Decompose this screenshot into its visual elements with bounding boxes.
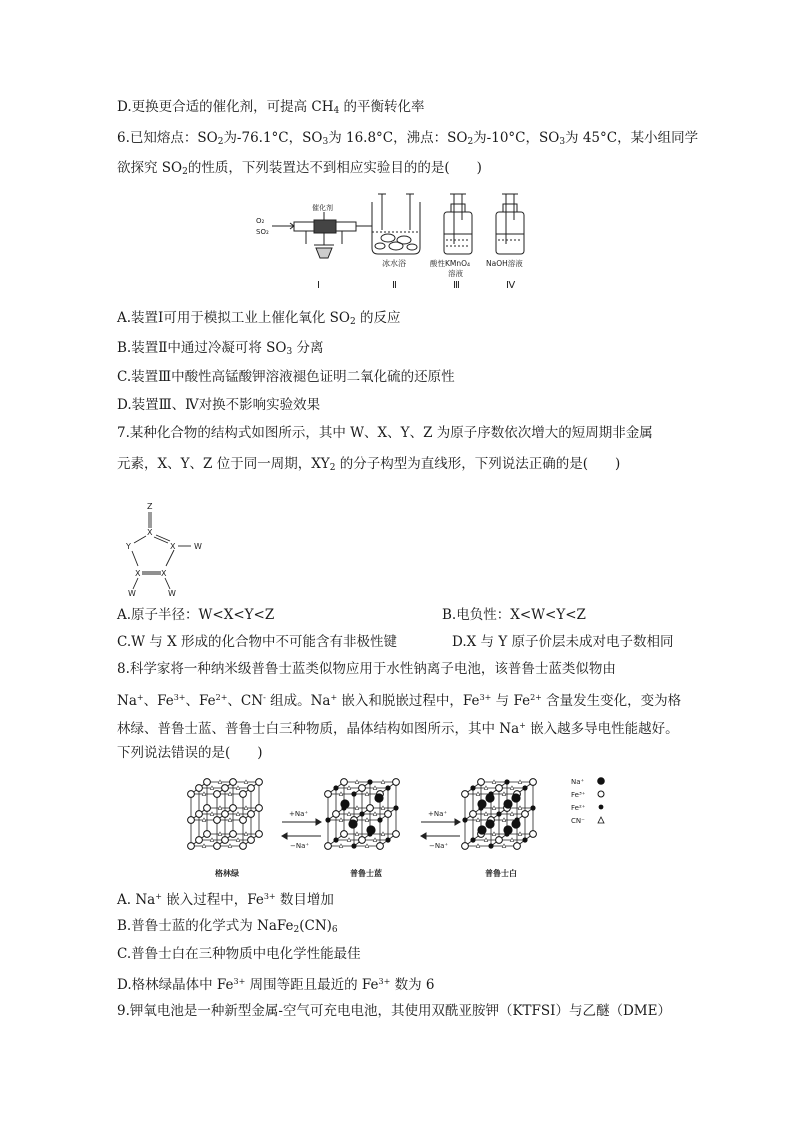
apparatus-1 (256, 203, 372, 258)
q7-stem-line2: 元素，X、Y、Z 位于同一周期，$XY_2$ 的分子构型为直线形，下列说法正确的是( ) (117, 456, 621, 473)
na-ion (503, 799, 512, 808)
q8-stem-line4: 下列说法错误的是( ) (117, 745, 263, 761)
q7-option-c: C.W 与 X 形成的化合物中不可能含有非极性键 (117, 634, 397, 650)
q8-option-b: B.普鲁士蓝的化学式为 $NaFe_2(CN)_6$ (117, 918, 338, 935)
lattice-node (325, 843, 332, 850)
lattice-node (470, 785, 475, 790)
lattice-node (496, 785, 503, 792)
lattice-node (462, 843, 469, 850)
na-ion (485, 819, 494, 828)
atom-w-bottom-left: W (128, 589, 136, 598)
arrows-1 (282, 819, 321, 839)
lattice-node (230, 779, 237, 786)
lattice-node (256, 831, 263, 838)
lattice-node (204, 805, 211, 812)
lattice-node (341, 831, 348, 838)
atom-w-right: W (194, 542, 202, 551)
lattice-node (196, 785, 203, 792)
lattice-node (385, 837, 390, 842)
q5-option-d: D.更换更合适的催化剂，可提高 $CH_4$ 的平衡转化率 (117, 99, 425, 116)
atom-y: Y (126, 542, 131, 551)
lattice-node (530, 805, 535, 810)
q6-stem-line1: 6.已知熔点：$SO_2$为-76.1°C，$SO_3$为 16.8°C，沸点：$SO_2$为-10°C，$SO_3$为 45°C，某小组同学 (117, 130, 699, 147)
atom-x-top: X (147, 528, 153, 537)
crystal-legend (571, 777, 605, 825)
naoh-label: NaOH溶液 (486, 259, 523, 268)
na-ion (348, 819, 357, 828)
lattice-node (240, 843, 247, 850)
q7-option-b: B.电负性：X<W<Y<Z (442, 607, 586, 623)
label-apparatus-2: Ⅱ (392, 280, 397, 291)
na-ion (503, 825, 512, 834)
lattice-node (333, 811, 340, 818)
lattice-node (325, 791, 332, 798)
q6-option-b: B.装置Ⅱ中通过冷凝可将 $SO_3$ 分离 (117, 340, 324, 357)
crystal-name-green: 格林绿 (215, 869, 239, 878)
ice-bath-label: 冰水浴 (382, 259, 406, 268)
lattice-node (222, 837, 229, 844)
lattice-node (496, 837, 503, 844)
lattice-node (530, 779, 537, 786)
na-ion (340, 799, 349, 808)
q6-option-d: D.装置Ⅲ、Ⅳ对换不影响实验效果 (117, 397, 321, 413)
catalyst-label: 催化剂 (312, 204, 333, 212)
label-apparatus-3: Ⅲ (453, 280, 460, 291)
lattice-node (367, 779, 372, 784)
apparatus-2 (372, 194, 420, 254)
arrow-minus-na-2: −Na⁺ (429, 842, 449, 850)
q6-option-a: A.装置Ⅰ可用于模拟工业上催化氧化 $SO_2$ 的反应 (117, 310, 401, 327)
lattice-node (204, 831, 211, 838)
arrows-2 (421, 819, 460, 839)
lattice-node (188, 843, 195, 850)
lattice-node (522, 811, 529, 818)
lattice-node (470, 837, 475, 842)
lattice-node (214, 817, 221, 824)
q8-stem-line3: 林绿、普鲁士蓝、普鲁士白三种物质，晶体结构如图所示，其中 Na+ 嵌入越多导电性能越好。 (117, 721, 679, 737)
lattice-node (522, 785, 527, 790)
lattice-node (222, 785, 229, 792)
q6-option-c: C.装置Ⅲ中酸性高锰酸钾溶液褪色证明二氧化硫的还原性 (117, 369, 455, 385)
lattice-node (359, 785, 366, 792)
crystal-name-white: 普鲁士白 (485, 869, 517, 878)
gas-so2-label: SO₂ (256, 228, 269, 236)
lattice-node (504, 779, 509, 784)
kmno4-label-line1: 酸性KMnO₄ (430, 259, 471, 268)
lattice-node (522, 837, 527, 842)
apparatus-3 (444, 194, 472, 254)
atom-x-bottom-left: X (135, 569, 141, 578)
lattice-node (230, 831, 237, 838)
lattice-node (333, 837, 338, 842)
lattice-node (530, 831, 537, 838)
lattice-node (196, 811, 203, 818)
legend-cn: CN⁻ (571, 817, 585, 825)
kmno4-label-line2: 溶液 (448, 269, 463, 278)
lattice-node (248, 785, 255, 792)
na-ion (374, 793, 383, 802)
lattice-node (248, 837, 255, 844)
lattice-node (240, 817, 247, 824)
lattice-node (256, 805, 263, 812)
na-ion (477, 799, 486, 808)
q8-stem-line2: Na+、$Fe^{3+}$、$Fe^{2+}$、CN- 组成。Na+ 嵌入和脱嵌过程中，$Fe^{3+}$ 与 $Fe^{2+}$ 含量发生变化，变为格 (117, 693, 682, 709)
crystal-cube (188, 779, 263, 850)
legend-fe2: Fe²⁺ (571, 804, 586, 812)
lattice-node (377, 817, 382, 822)
lattice-node (222, 811, 229, 818)
legend-fe3: Fe³⁺ (571, 791, 586, 799)
lattice-node (351, 843, 356, 848)
lattice-node (393, 779, 400, 786)
q8-stem-line1: 8.科学家将一种纳米级普鲁士蓝类似物应用于水性钠离子电池，该普鲁士蓝类似物由 (117, 661, 616, 677)
q8-option-d: D.格林绿晶体中 $Fe^{3+}$ 周围等距且最近的 $Fe^{3+}$ 数为 6 (117, 977, 435, 993)
lattice-node (248, 811, 255, 818)
lattice-node (367, 805, 374, 812)
lattice-node (462, 791, 469, 798)
q8-option-c: C.普鲁士白在三种物质中电化学性能最佳 (117, 946, 361, 962)
atom-z: Z (147, 502, 153, 511)
lattice-node (188, 791, 195, 798)
lattice-node (462, 817, 467, 822)
q8-crystal-figure (185, 768, 615, 880)
lattice-node (488, 843, 493, 848)
lattice-node (214, 791, 221, 798)
lattice-node (351, 791, 356, 796)
q7-option-a: A.原子半径：W<X<Y<Z (117, 607, 275, 623)
lattice-node (393, 805, 398, 810)
na-ion (485, 793, 494, 802)
lattice-node (385, 785, 390, 790)
arrow-plus-na-2: +Na⁺ (428, 810, 448, 818)
lattice-node (333, 785, 338, 790)
q6-stem-line2: 欲探究 $SO_2$的性质，下列装置达不到相应实验目的的是( ) (117, 160, 482, 177)
q7-option-d: D.X 与 Y 原子价层未成对电子数相同 (452, 634, 674, 650)
na-ion (511, 819, 520, 828)
lattice-node (325, 817, 330, 822)
lattice-node (359, 837, 366, 844)
crystal-cubes (188, 779, 537, 850)
q8-option-a: A. Na+ 嵌入过程中，$Fe^{3+}$ 数目增加 (117, 892, 334, 908)
q7-stem-line1: 7.某种化合物的结构式如图所示，其中 W、X、Y、Z 为原子序数依次增大的短周期非金属 (117, 425, 653, 441)
na-ion (477, 825, 486, 834)
legend-na: Na⁺ (571, 778, 585, 786)
arrow-minus-na-1: −Na⁺ (290, 842, 310, 850)
q9-stem-line1: 9.钾氧电池是一种新型金属-空气可充电电池，其使用双酰亚胺钾（KTFSI）与乙醚（DME） (117, 1003, 671, 1019)
apparatus-4 (496, 194, 524, 254)
label-apparatus-4: Ⅳ (506, 280, 516, 291)
lattice-node (393, 831, 400, 838)
lattice-node (341, 779, 348, 786)
crystal-name-blue: 普鲁士蓝 (350, 869, 382, 878)
lattice-node (196, 837, 203, 844)
lattice-node (478, 779, 485, 786)
na-ion (366, 825, 375, 834)
atom-w-bottom-right: W (168, 589, 176, 598)
lattice-node (496, 811, 501, 816)
gas-o2-label: O₂ (256, 217, 265, 225)
lattice-node (256, 779, 263, 786)
crystal-cube (325, 779, 400, 850)
crystal-cube (462, 779, 537, 850)
q6-apparatus-figure (254, 190, 554, 295)
lattice-node (188, 817, 195, 824)
lattice-node (240, 791, 247, 798)
na-ion (511, 793, 520, 802)
lattice-node (385, 811, 392, 818)
arrow-plus-na-1: +Na⁺ (289, 810, 309, 818)
lattice-node (470, 811, 477, 818)
lattice-node (204, 779, 211, 786)
atom-x-right: X (170, 542, 176, 551)
lattice-node (359, 811, 364, 816)
lattice-node (214, 843, 221, 850)
label-apparatus-1: Ⅰ (317, 280, 320, 291)
q7-structure-figure (118, 498, 218, 598)
atom-x-bottom-right: X (161, 569, 167, 578)
lattice-node (514, 843, 521, 850)
lattice-node (377, 843, 384, 850)
lattice-node (230, 805, 237, 812)
